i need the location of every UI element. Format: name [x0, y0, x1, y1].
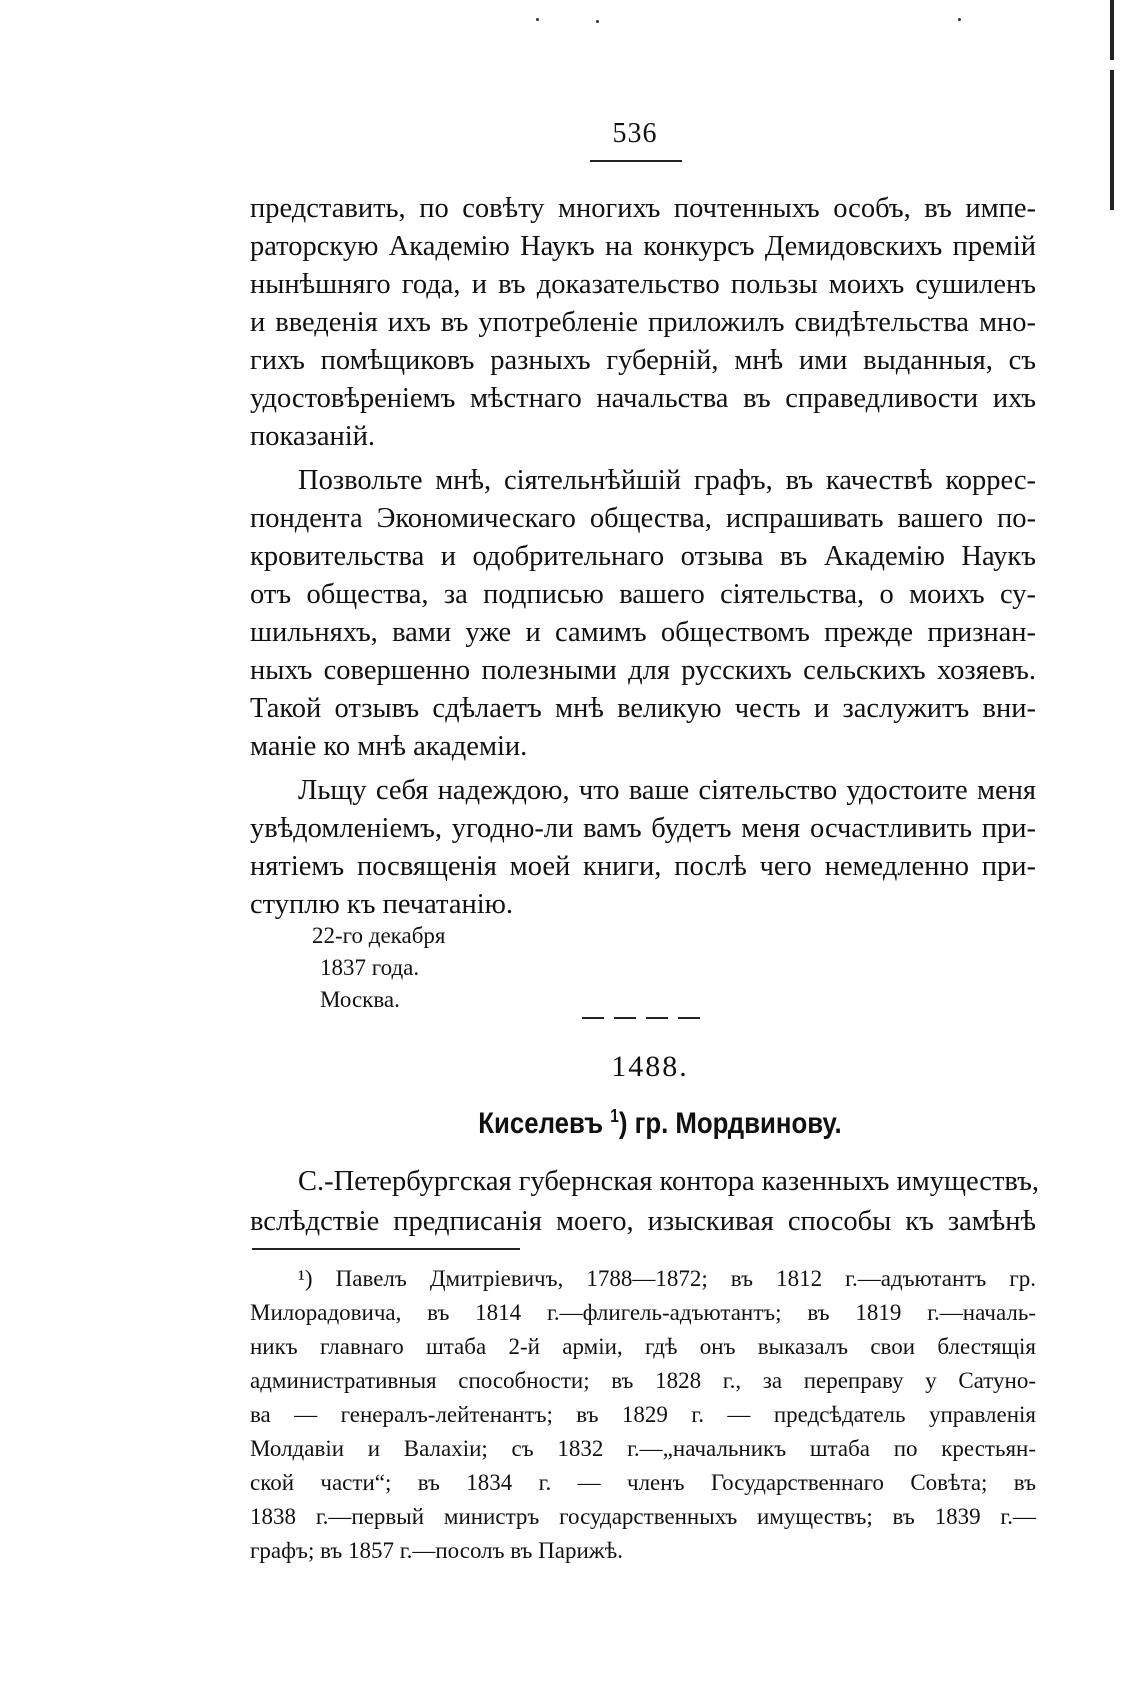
text-line: пондента Экономическаго общества, испрашивать вашего по-	[250, 503, 1036, 534]
text-line: шильняхъ, вами уже и самимъ обществомъ прежде признан-	[250, 617, 1036, 648]
date-day: 22-го декабря	[312, 923, 446, 948]
text-line: и введенія ихъ въ употребленіе приложилъ свидѣтельства мно-	[250, 307, 1036, 338]
text-line: раторскую Академію Наукъ на конкурсъ Демидовскихъ премій	[250, 231, 1036, 262]
text-line: маніе ко мнѣ академіи.	[250, 731, 528, 762]
footnote-line: административныя способности; въ 1828 г., за переправу у Сатуно-	[250, 1368, 1036, 1393]
footnote	[250, 1262, 1036, 1568]
page-number-rule	[590, 160, 682, 162]
text-line: вслѣдствіе предписанія моего, изыскивая способы къ замѣнѣ	[250, 1206, 1036, 1237]
text-line: нятіемъ посвященія моей книги, послѣ чего немедленно при-	[250, 851, 1036, 882]
footnote-line: ¹) Павелъ Дмитріевичъ, 1788—1872; въ 1812 г.—адъютантъ гр.	[298, 1266, 1036, 1291]
footnote-line: Молдавіи и Валахіи; съ 1832 г.—„начальникъ штаба по крестьян-	[250, 1436, 1036, 1461]
letter-1488-text	[250, 1162, 1040, 1242]
scan-speck	[536, 18, 539, 21]
page-number: 536	[612, 118, 658, 149]
text-line: кровительства и одобрительнаго отзыва въ Академію Наукъ	[250, 541, 1036, 572]
letter-date	[312, 920, 446, 1016]
text-line: представить, по совѣту многихъ почтенныхъ особъ, въ импе-	[250, 193, 1036, 224]
letter-heading	[454, 1106, 867, 1141]
text-line: отъ общества, за подписью вашего сіятельства, о моихъ су-	[250, 579, 1036, 610]
text-line: показаній.	[250, 421, 376, 452]
date-year: 1837 года.	[320, 955, 420, 980]
heading-sender: Киселевъ	[478, 1107, 611, 1140]
text-line: Такой отзывъ сдѣлаетъ мнѣ великую честь и заслужитъ вни-	[250, 693, 1036, 724]
scan-speck	[958, 18, 961, 21]
text-line: ступлю къ печатанію.	[250, 889, 514, 920]
text-line: увѣдомленіемъ, угодно-ли вамъ будетъ меня осчастливить при-	[250, 813, 1036, 844]
footnote-line: графъ; въ 1857 г.—посолъ въ Парижѣ.	[250, 1538, 623, 1563]
scan-edge-mark	[1110, 0, 1114, 60]
text-line: ныхъ совершенно полезными для русскихъ сельскихъ хозяевъ.	[250, 655, 1036, 686]
text-line: С.-Петербургская губернская контора казенныхъ имуществъ,	[298, 1166, 1040, 1197]
text-line: нынѣшняго года, и въ доказательство пользы моихъ сушиленъ	[250, 269, 1036, 300]
footnote-line: ва — генералъ-лейтенантъ; въ 1829 г. — предсѣдатель управленія	[250, 1402, 1036, 1427]
scan-edge-mark	[1110, 70, 1114, 210]
date-place: Москва.	[320, 987, 400, 1012]
letter-body-text	[250, 190, 1036, 924]
footnote-rule	[252, 1248, 520, 1250]
footnote-line: ской части“; въ 1834 г. — членъ Государственнаго Совѣта; въ	[250, 1470, 1036, 1495]
footnote-line: Милорадовича, въ 1814 г.—флигель-адъютантъ; въ 1819 г.—началь-	[250, 1300, 1036, 1325]
footnote-line: никъ главнаго штаба 2-й арміи, гдѣ онъ выказалъ свои блестящія	[250, 1334, 1036, 1359]
text-line: Позвольте мнѣ, сіятельнѣйшій графъ, въ качествѣ коррес-	[298, 465, 1036, 496]
text-line: удостовѣреніемъ мѣстнаго начальства въ справедливости ихъ	[250, 383, 1036, 414]
section-separator	[582, 1017, 707, 1019]
text-line: Льщу себя надеждою, что ваше сіятельство удостоите меня	[298, 775, 1036, 806]
heading-recipient: ) гр. Мордвинову.	[618, 1107, 842, 1140]
footnote-marker: 1	[610, 1106, 619, 1126]
scan-speck	[596, 20, 599, 23]
footnote-line: 1838 г.—первый министръ государственныхъ имуществъ; въ 1839 г.—	[250, 1504, 1036, 1529]
letter-number: 1488.	[611, 1050, 689, 1083]
text-line: гихъ помѣщиковъ разныхъ губерній, мнѣ ими выданныя, съ	[250, 345, 1036, 376]
